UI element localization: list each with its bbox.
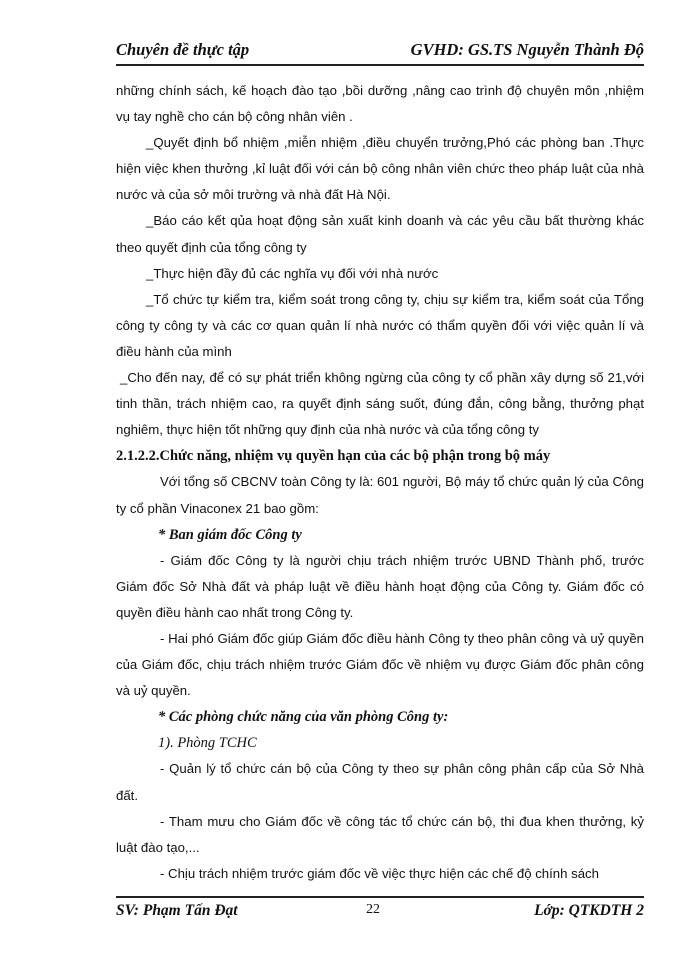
paragraph-6: _Cho đến nay, để có sự phát triển không ngừng của công ty cổ phần xây dựng số 21,với tinh thần, trách nhiệm cao, ra quyết định sáng suốt, đúng đắn, công bằng, thưởng phạt nghiêm, thực hiện tốt những quy định của nhà nước và của tổng công ty (116, 370, 644, 438)
page-number: 22 (366, 902, 380, 917)
footer-rule (116, 896, 644, 898)
paragraph-9: - Hai phó Giám đốc giúp Giám đốc điều hành Công ty theo phân công và uỷ quyền của Giám đốc, chịu trách nhiệm trước Giám đốc về nhiệm vụ được Giám đốc phân công và uỷ quyền. (116, 630, 644, 699)
footer-student: SV: Phạm Tấn Đạt (116, 902, 238, 919)
paragraph-7: Với tổng số CBCNV toàn Công ty là: 601 người, Bộ máy tổ chức quản lý của Công ty cổ phần Vinaconex 21 bao gồm: (116, 474, 644, 516)
page-body (116, 78, 644, 887)
paragraph-12: - Chịu trách nhiệm trước giám đốc về việc thực hiện các chế độ chính sách (160, 865, 599, 881)
header-title: Chuyên đề thực tập (116, 40, 250, 59)
header-supervisor: GVHD: GS.TS Nguyễn Thành Độ (410, 40, 644, 59)
footer-class: Lớp: QTKDTH 2 (534, 902, 644, 919)
subheading-departments: * Các phòng chức năng của văn phòng Công ty: (158, 709, 449, 726)
paragraph-3: _Báo cáo kết qủa hoạt động sản xuất kinh doanh và các yêu cầu bất thường khác theo quyết định của tổng công ty (116, 213, 644, 255)
page-header (116, 40, 644, 60)
paragraph-4: _Thực hiện đầy đủ các nghĩa vụ đối với nhà nước (146, 265, 439, 281)
subheading-board: * Ban giám đốc Công ty (158, 526, 302, 543)
page-footer (116, 902, 644, 920)
paragraph-2: _Quyết định bổ nhiệm ,miễn nhiệm ,điều chuyển trưởng,Phó các phòng ban .Thực hiện việc khen thưởng ,kỉ luật đối với cán bộ công nhân viên chức theo pháp luật của nhà nước và của sở môi trường và nhà đất Hà Nội. (116, 135, 644, 203)
paragraph-10: - Quản lý tổ chức cán bộ của Công ty theo sự phân công phân cấp của Sở Nhà đất. (116, 761, 644, 803)
paragraph-8: - Giám đốc Công ty là người chịu trách nhiệm trước UBND Thành phố, trước Giám đốc Sở Nhà đất và pháp luật về điều hành hoạt động của Công ty. Giám đốc có quyền điều hành cao nhất trong Công ty. (116, 552, 644, 620)
subheading-tchc: 1). Phòng TCHC (158, 735, 257, 752)
header-rule (116, 64, 644, 66)
paragraph-11: - Tham mưu cho Giám đốc về công tác tổ chức cán bộ, thi đua khen thưởng, kỷ luật đào tạo,... (116, 813, 644, 855)
paragraph-1: những chính sách, kế hoạch đào tạo ,bồi dưỡng ,nâng cao trình độ chuyên môn ,nhiệm vụ tay nghề cho cán bộ công nhân viên . (116, 83, 644, 125)
paragraph-5: _Tổ chức tự kiểm tra, kiểm soát trong công ty, chịu sự kiểm tra, kiểm soát của Tổng công ty công ty và các cơ quan quản lí nhà nước có thẩm quyền đối với việc quản lí và điều hành của mình (116, 291, 644, 359)
section-heading: 2.1.2.2.Chức năng, nhiệm vụ quyền hạn của các bộ phận trong bộ máy (116, 448, 551, 465)
